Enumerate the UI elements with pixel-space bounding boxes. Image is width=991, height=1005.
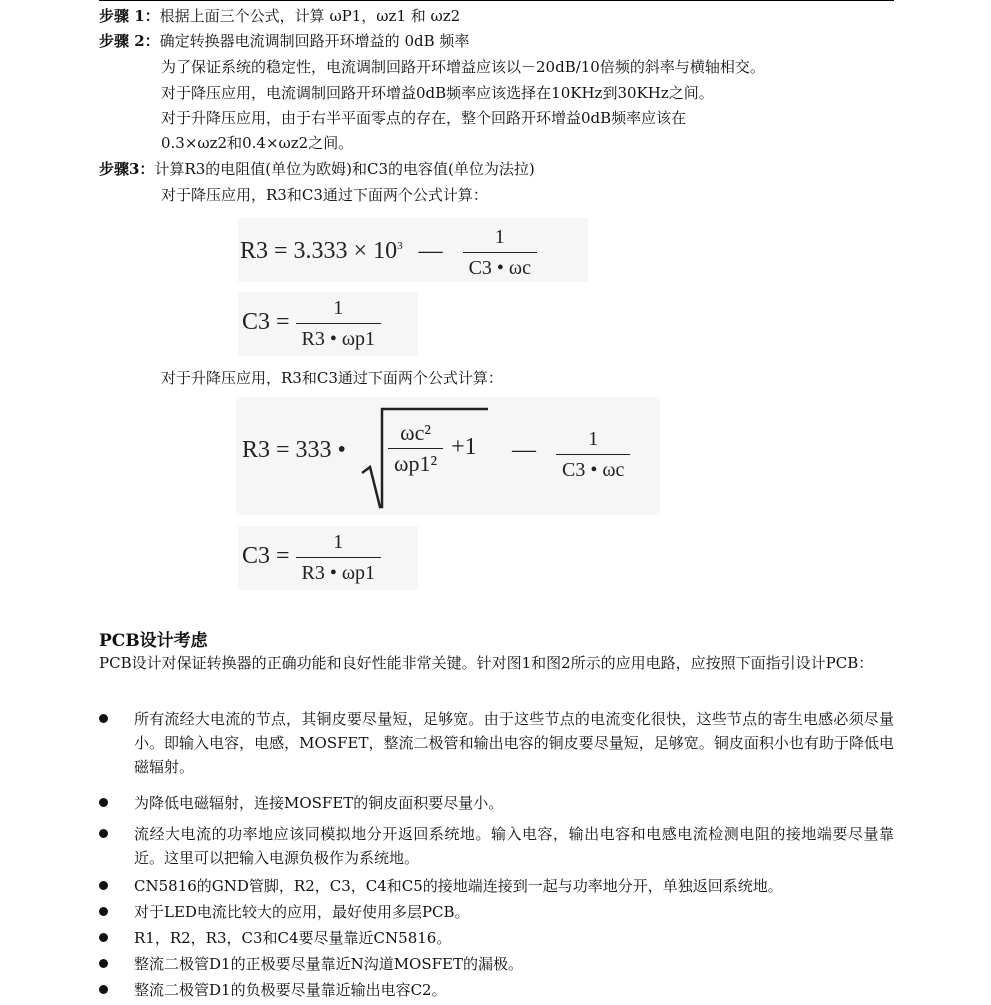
bb-r3-denominator: C3 • ωc bbox=[562, 459, 625, 481]
buck-r3-fraction bbox=[463, 222, 537, 283]
bb-inner-expression bbox=[388, 418, 477, 479]
list-item-text: 流经大电流的功率地应该同模拟地分开返回系统地。输入电容，输出电容和电感电流检测电阻的接地端要尽量靠近。这里可以把输入电源负极作为系统地。 bbox=[134, 825, 894, 867]
bb-inner-numerator: ωc² bbox=[388, 418, 443, 449]
buck-r3-lhs: R3 = 3.333 × 10 bbox=[240, 238, 398, 265]
buck-c3-denominator: R3 • ωp1 bbox=[301, 328, 376, 350]
top-rule bbox=[99, 0, 894, 1]
step2-line1: 为了保证系统的稳定性，电流调制回路开环增益应该以－20dB/10倍频的斜率与横轴相交。 bbox=[161, 58, 765, 76]
step2-line4: 0.3×ωz2和0.4×ωz2之间。 bbox=[161, 134, 354, 152]
bb-c3-fraction bbox=[296, 527, 382, 588]
pcb-heading: PCB设计考虑 bbox=[99, 631, 208, 651]
list-item-text: 为降低电磁辐射，连接MOSFET的铜皮面积要尽量小。 bbox=[134, 794, 504, 812]
bb-c3-equation bbox=[242, 527, 381, 588]
list-item-text: 整流二极管D1的正极要尽量靠近N沟道MOSFET的漏极。 bbox=[134, 955, 523, 973]
bb-inner-denominator: ωp1² bbox=[394, 451, 438, 476]
list-item-text: 对于LED电流比较大的应用，最好使用多层PCB。 bbox=[134, 903, 470, 921]
bb-r3-fraction-wrap bbox=[556, 424, 630, 485]
step3-buckboost-intro: 对于升降压应用，R3和C3通过下面两个公式计算： bbox=[161, 369, 503, 387]
bullet-icon bbox=[99, 985, 108, 994]
buck-r3-numerator: 1 bbox=[463, 222, 537, 253]
buck-c3-numerator: 1 bbox=[296, 293, 382, 324]
step1-label: 步骤 1： bbox=[99, 7, 160, 25]
buck-c3-equation bbox=[242, 293, 381, 354]
bb-r3-fraction bbox=[556, 424, 630, 485]
step1-text: 根据上面三个公式，计算 ωP1，ωz1 和 ωz2 bbox=[159, 7, 461, 25]
step2-line2: 对于降压应用，电流调制回路开环增益0dB频率应该选择在10KHz到30KHz之间。 bbox=[161, 84, 714, 102]
bullet-icon bbox=[99, 798, 108, 807]
minus-sign: — bbox=[418, 238, 443, 265]
step2 bbox=[99, 31, 469, 51]
step3-buck-intro: 对于降压应用，R3和C3通过下面两个公式计算： bbox=[161, 186, 488, 204]
step2-text: 确定转换器电流调制回路开环增益的 0dB 频率 bbox=[159, 32, 470, 50]
step3-label: 步骤3： bbox=[99, 160, 155, 178]
bb-inner-fraction bbox=[388, 418, 443, 479]
list-item-text: CN5816的GND管脚，R2，C3，C4和C5的接地端连接到一起与功率地分开，单独返回系统地。 bbox=[134, 877, 783, 895]
bullet-icon bbox=[99, 907, 108, 916]
step2-line3: 对于升降压应用，由于右半平面零点的存在，整个回路开环增益0dB频率应该在 bbox=[161, 109, 687, 127]
list-item-text: 整流二极管D1的负极要尽量靠近输出电容C2。 bbox=[134, 981, 447, 999]
buck-c3-lhs: C3 = bbox=[242, 309, 290, 336]
bb-c3-denominator: R3 • ωp1 bbox=[301, 562, 376, 584]
step3 bbox=[99, 159, 535, 179]
plus-one: +1 bbox=[451, 434, 477, 461]
step1 bbox=[99, 6, 460, 26]
bullet-icon bbox=[99, 881, 108, 890]
bb-r3-numerator: 1 bbox=[556, 424, 630, 455]
pcb-intro: PCB设计对保证转换器的正确功能和良好性能非常关键。针对图1和图2所示的应用电路，应按照下面指引设计PCB： bbox=[99, 654, 874, 672]
buck-r3-exponent: 3 bbox=[397, 240, 403, 253]
bullet-icon bbox=[99, 959, 108, 968]
buck-c3-fraction bbox=[296, 293, 382, 354]
bb-c3-numerator: 1 bbox=[296, 527, 382, 558]
buck-r3-denominator: C3 • ωc bbox=[468, 257, 531, 279]
buck-r3-equation bbox=[240, 222, 537, 283]
bullet-icon bbox=[99, 933, 108, 942]
bb-r3-lhs: R3 = 333 • bbox=[242, 437, 346, 463]
bb-minus-sign: — bbox=[512, 437, 536, 463]
step2-label: 步骤 2： bbox=[99, 32, 160, 50]
bullet-icon bbox=[99, 829, 108, 838]
list-item-text: 所有流经大电流的节点，其铜皮要尽量短，足够宽。由于这些节点的电流变化很快，这些节点的寄生电感必须尽量小。即输入电容，电感，MOSFET，整流二极管和输出电容的铜皮要尽量短，足够宽。铜皮面积小也有助于降低电磁辐射。 bbox=[134, 710, 894, 776]
bullet-icon bbox=[99, 714, 108, 723]
bb-c3-lhs: C3 = bbox=[242, 543, 290, 570]
list-item-text: R1，R2，R3，C3和C4要尽量靠近CN5816。 bbox=[134, 929, 452, 947]
step3-text: 计算R3的电阻值(单位为欧姆)和C3的电容值(单位为法拉) bbox=[154, 160, 535, 178]
